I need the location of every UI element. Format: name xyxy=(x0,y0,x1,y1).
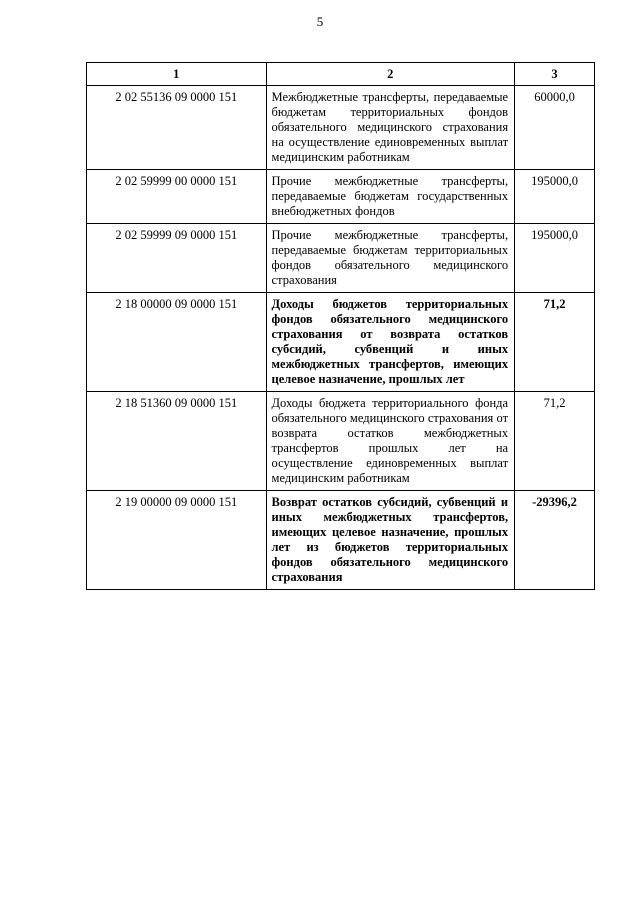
page-number: 5 xyxy=(316,14,324,29)
budget-code: 2 18 51360 09 0000 151 xyxy=(87,392,267,491)
budget-code: 2 19 00000 09 0000 151 xyxy=(87,491,267,590)
table-row xyxy=(87,170,595,224)
amount: 195000,0 xyxy=(515,224,595,293)
amount: 71,2 xyxy=(515,392,595,491)
amount: 195000,0 xyxy=(515,170,595,224)
table-row xyxy=(87,491,595,590)
amount: 60000,0 xyxy=(515,86,595,170)
budget-code: 2 02 59999 00 0000 151 xyxy=(87,170,267,224)
table-row xyxy=(87,224,595,293)
column-header-2: 2 xyxy=(266,63,515,86)
amount: -29396,2 xyxy=(515,491,595,590)
budget-code: 2 18 00000 09 0000 151 xyxy=(87,293,267,392)
column-header-3: 3 xyxy=(515,63,595,86)
income-name: Межбюджетные трансферты, передаваемые бюджетам территориальных фондов обязательного медицинского страхования на осуществление единовременных выплат медицинским работникам xyxy=(266,86,515,170)
budget-table xyxy=(86,62,595,590)
table-row xyxy=(87,86,595,170)
income-name: Прочие межбюджетные трансферты, передаваемые бюджетам государственных внебюджетных фондов xyxy=(266,170,515,224)
income-name: Доходы бюджета территориального фонда обязательного медицинского страхования от возврата остатков межбюджетных трансфертов прошлых лет на осуществление единовременных выплат медицинским работникам xyxy=(266,392,515,491)
budget-code: 2 02 59999 09 0000 151 xyxy=(87,224,267,293)
income-name: Возврат остатков субсидий, субвенций и иных межбюджетных трансфертов, имеющих целевое назначение, прошлых лет из бюджетов территориальных фондов обязательного медицинского страхования xyxy=(266,491,515,590)
income-name: Доходы бюджетов территориальных фондов обязательного медицинского страхования от возврата остатков субсидий, субвенций и иных межбюджетных трансфертов, имеющих целевое назначение, прошлых лет xyxy=(266,293,515,392)
table-row xyxy=(87,293,595,392)
table-header-row xyxy=(87,63,595,86)
income-name: Прочие межбюджетные трансферты, передаваемые бюджетам территориальных фондов обязательного медицинского страхования xyxy=(266,224,515,293)
budget-code: 2 02 55136 09 0000 151 xyxy=(87,86,267,170)
column-header-1: 1 xyxy=(87,63,267,86)
amount: 71,2 xyxy=(515,293,595,392)
table-row xyxy=(87,392,595,491)
